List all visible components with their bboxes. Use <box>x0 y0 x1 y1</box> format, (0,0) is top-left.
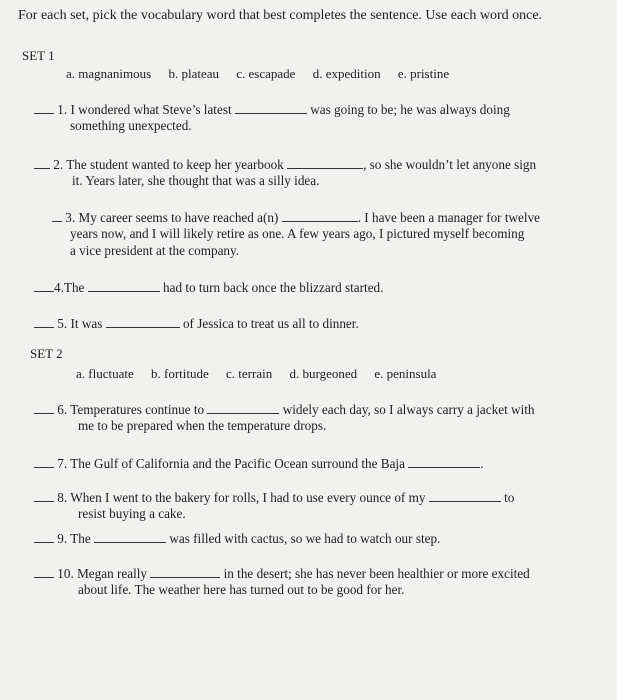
question-10-line-2: about life. The weather here has turned out to be good for her. <box>78 582 405 597</box>
question-2: 2. The student wanted to keep her yearbook , so she wouldn’t let anyone sign <box>34 156 536 173</box>
question-number: 9. <box>57 531 68 546</box>
fill-blank <box>106 315 180 328</box>
set1-title: SET 1 <box>22 48 55 63</box>
question-8: 8. When I went to the bakery for rolls, I had to use every ounce of my to <box>34 489 514 506</box>
fill-blank <box>150 565 220 578</box>
question-number: 8. <box>57 490 68 505</box>
answer-blank-9[interactable] <box>34 530 54 543</box>
question-3-line-3: a vice president at the company. <box>70 243 240 258</box>
fill-blank <box>429 489 501 502</box>
fill-blank <box>207 401 279 414</box>
word-expedition: d. expedition <box>312 66 381 81</box>
word-pristine: e. pristine <box>397 66 450 81</box>
answer-blank-2[interactable] <box>34 156 50 169</box>
word-magnanimous: a. magnanimous <box>66 66 152 81</box>
question-number: 4. <box>54 280 64 295</box>
fill-blank <box>287 156 363 169</box>
question-3: 3. My career seems to have reached a(n) . I have been a manager for twelve <box>52 209 540 226</box>
set1-word-bank <box>66 66 463 82</box>
question-number: 10. <box>57 566 74 581</box>
word-fluctuate: a. fluctuate <box>76 366 134 381</box>
fill-blank <box>235 101 307 114</box>
answer-blank-1[interactable] <box>34 101 54 114</box>
word-burgeoned: d. burgeoned <box>289 366 358 381</box>
question-number: 3. <box>65 210 76 225</box>
question-2-line-2: it. Years later, she thought that was a silly idea. <box>72 173 320 188</box>
answer-blank-6[interactable] <box>34 401 54 414</box>
question-number: 1. <box>57 102 68 117</box>
question-4: 4.The had to turn back once the blizzard started. <box>34 279 383 296</box>
answer-blank-3[interactable] <box>52 209 62 222</box>
word-fortitude: b. fortitude <box>151 366 209 381</box>
fill-blank <box>94 530 166 543</box>
question-9: 9. The was filled with cactus, so we had to watch our step. <box>34 530 440 547</box>
answer-blank-10[interactable] <box>34 565 54 578</box>
question-5: 5. It was of Jessica to treat us all to dinner. <box>34 315 359 332</box>
question-6: 6. Temperatures continue to widely each day, so I always carry a jacket with <box>34 401 535 418</box>
instructions: For each set, pick the vocabulary word that best completes the sentence. Use each word once. <box>18 8 543 23</box>
question-number: 7. <box>57 456 68 471</box>
question-8-line-2: resist buying a cake. <box>78 506 186 521</box>
question-number: 2. <box>53 157 64 172</box>
word-terrain: c. terrain <box>226 366 273 381</box>
word-escapade: c. escapade <box>236 66 296 81</box>
word-plateau: b. plateau <box>168 66 220 81</box>
set2-title: SET 2 <box>30 346 63 361</box>
fill-blank <box>282 209 358 222</box>
question-1-line-2: something unexpected. <box>70 118 192 133</box>
answer-blank-4[interactable] <box>34 279 54 292</box>
answer-blank-5[interactable] <box>34 315 54 328</box>
fill-blank <box>408 455 480 468</box>
question-number: 6. <box>57 402 68 417</box>
answer-blank-7[interactable] <box>34 455 54 468</box>
question-number: 5. <box>57 316 68 331</box>
answer-blank-8[interactable] <box>34 489 54 502</box>
question-7: 7. The Gulf of California and the Pacific Ocean surround the Baja . <box>34 455 484 472</box>
question-1: 1. I wondered what Steve’s latest was going to be; he was always doing <box>34 101 510 118</box>
question-10: 10. Megan really in the desert; she has never been healthier or more excited <box>34 565 530 582</box>
question-3-line-2: years now, and I will likely retire as one. A few years ago, I pictured myself becoming <box>70 226 525 241</box>
word-peninsula: e. peninsula <box>374 366 437 381</box>
set2-word-bank <box>76 366 450 382</box>
fill-blank <box>88 279 160 292</box>
question-6-line-2: me to be prepared when the temperature drops. <box>78 418 327 433</box>
